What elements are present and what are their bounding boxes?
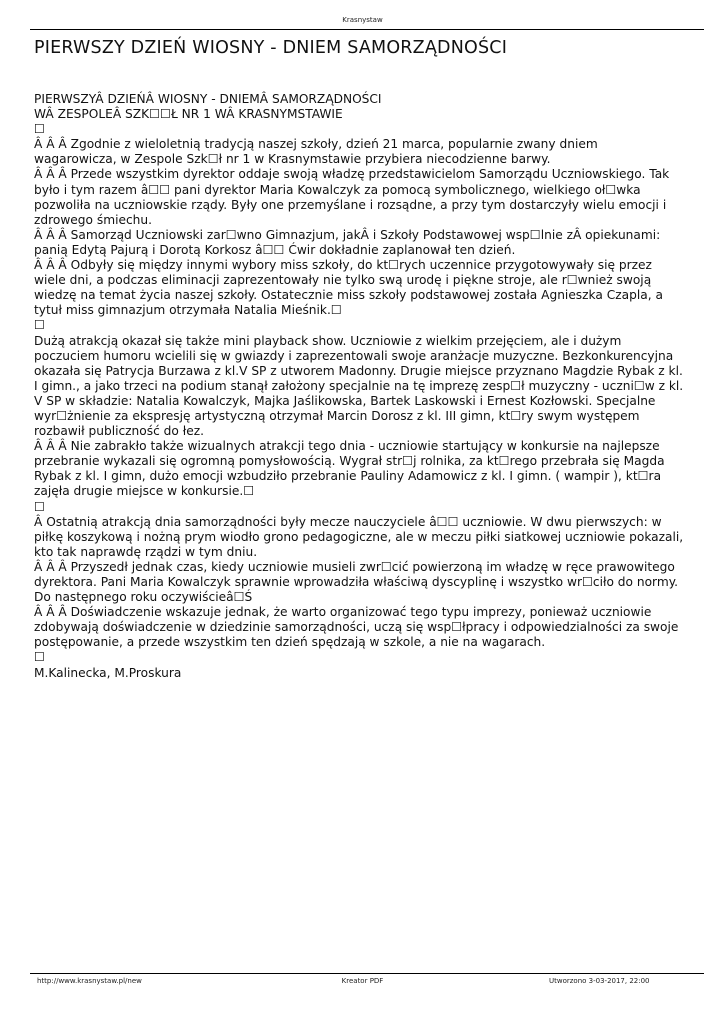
footer-generator: Kreator PDF bbox=[341, 977, 384, 985]
body-paragraph: Dużą atrakcją okazał się także mini playback show. Uczniowie z wielkim przejęciem, ale i dużym poczuciem humoru wcielili się w gwiazdy i zaprezentowali swoje aranżacje muzyczne. Bezkonkurencyjna okazała się Patrycja Burzawa z kl.V SP z utworem Madonny. Drugie miejsce przyznano Magdzie Rybak z kl. I gimn., a jako trzeci na podium stanął założony specjalnie na tę imprezę zesp☐ł muzyczny - uczni☐w z kl. V SP w składzie: Natalia Kowalczyk, Majka Jaślikowska, Bartek Laskowski i Ernest Kozłowski. Specjalne wyr☐żnienie za ekspresję artystyczną otrzymał Marcin Dorosz z kl. III gimn, kt☐ry swym występem rozbawił publiczność do łez. bbox=[34, 333, 684, 439]
article-body bbox=[34, 92, 684, 681]
body-paragraph: ☐ bbox=[34, 122, 45, 137]
body-paragraph: Â Â Â Zgodnie z wieloletnią tradycją naszej szkoły, dzień 21 marca, popularnie zwany dniem wagarowicza, w Zespole Szk☐ł nr 1 w Krasnymstawie przybiera niecodzienne barwy. bbox=[34, 137, 598, 167]
body-paragraph: ☐ bbox=[34, 318, 45, 333]
footer-divider bbox=[30, 973, 704, 974]
body-paragraph: ☐ bbox=[34, 650, 45, 665]
body-paragraph: Â Ostatnią atrakcją dnia samorządności były mecze nauczyciele â☐☐ uczniowie. W dwu pierwszych: w piłkę koszykową i nożną prym wiodło grono pedagogiczne, ale w meczu piłki siatkowej uczniowie pokazali, kto tak naprawdę rządzi w tym dniu. bbox=[34, 514, 684, 559]
body-paragraph: PIERWSZYÂ DZIEŃÂ WIOSNY - DNIEMÂ SAMORZĄDNOŚCI bbox=[34, 92, 382, 106]
body-paragraph: WÂ ZESPOLEÂ SZK☐☐Ł NR 1 WÂ KRASNYMSTAWIE bbox=[34, 107, 343, 122]
header-divider bbox=[30, 29, 704, 30]
site-name: Krasnystaw bbox=[342, 16, 383, 24]
body-paragraph: Â Â Â Samorząd Uczniowski zar☐wno Gimnazjum, jakÂ i Szkoły Podstawowej wsp☐lnie zÂ opiekunami: panią Edytą Pajurą i Dorotą Korkosz â☐☐ Ćwir dokładnie zaplanował ten dzień. bbox=[34, 227, 661, 257]
body-paragraph: Â Â Â Przede wszystkim dyrektor oddaje swoją władzę przedstawicielom Samorządu Uczniowskiego. Tak było i tym razem â☐☐ pani dyrektor Maria Kowalczyk za pomocą symbolicznego, wielkiego oł☐wka pozwoliła na uczniowskie rządy. Były one przemyślane i rozsądne, a przy tym dostarczyły wielu emocji i zdrowego śmiechu. bbox=[34, 167, 670, 227]
footer-created-date: Utworzono 3-03-2017, 22:00 bbox=[549, 977, 650, 985]
author-signature: M.Kalinecka, M.Proskura bbox=[34, 665, 182, 680]
article-title: PIERWSZY DZIEŃ WIOSNY - DNIEM SAMORZĄDNOŚCI bbox=[34, 38, 508, 58]
body-paragraph: Â Â Â Odbyły się między innymi wybory miss szkoły, do kt☐rych uczennice przygotowywały się przez wiele dni, a podczas eliminacji zaprezentowały nie tylko swą urodę i piękne stroje, ale r☐wnież swoją wiedzę na temat życia naszej szkoły. Ostatecznie miss szkoły podstawowej została Agnieszka Czapla, a tytuł miss gimnazjum otrzymała Natalia Mieśnik.☐ bbox=[34, 258, 663, 318]
body-paragraph: ☐ bbox=[34, 499, 45, 514]
footer-url-link[interactable]: http://www.krasnystaw.pl/new bbox=[37, 977, 142, 985]
body-paragraph: Â Â Â Nie zabrakło także wizualnych atrakcji tego dnia - uczniowie startujący w konkursie na najlepsze przebranie wykazali się ogromną pomysłowością. Wygrał str☐j rolnika, za kt☐rego przebrała się Magda Rybak z kl. I gimn, dużo emocji wzbudziło przebranie Pauliny Adamowicz z kl. I gimn. ( wampir ), kt☐ra zajęła drugie miejsce w konkursie.☐ bbox=[34, 439, 665, 499]
body-paragraph: Â Â Â Doświadczenie wskazuje jednak, że warto organizować tego typu imprezy, ponieważ uczniowie zdobywają doświadczenie w dziedzinie samorządności, uczą się wsp☐łpracy i odpowiedzialności za swoje postępowanie, a przede wszystkim ten dzień spędzają w szkole, a nie na wagarach. bbox=[34, 605, 679, 650]
body-paragraph: Â Â Â Przyszedł jednak czas, kiedy uczniowie musieli zwr☐cić powierzoną im władzę w ręce prawowitego dyrektora. Pani Maria Kowalczyk sprawnie wprowadziła właściwą dyscyplinę i wszystko wr☐ciło do normy. Do następnego roku oczywiścieâ☐Ś bbox=[34, 559, 679, 605]
